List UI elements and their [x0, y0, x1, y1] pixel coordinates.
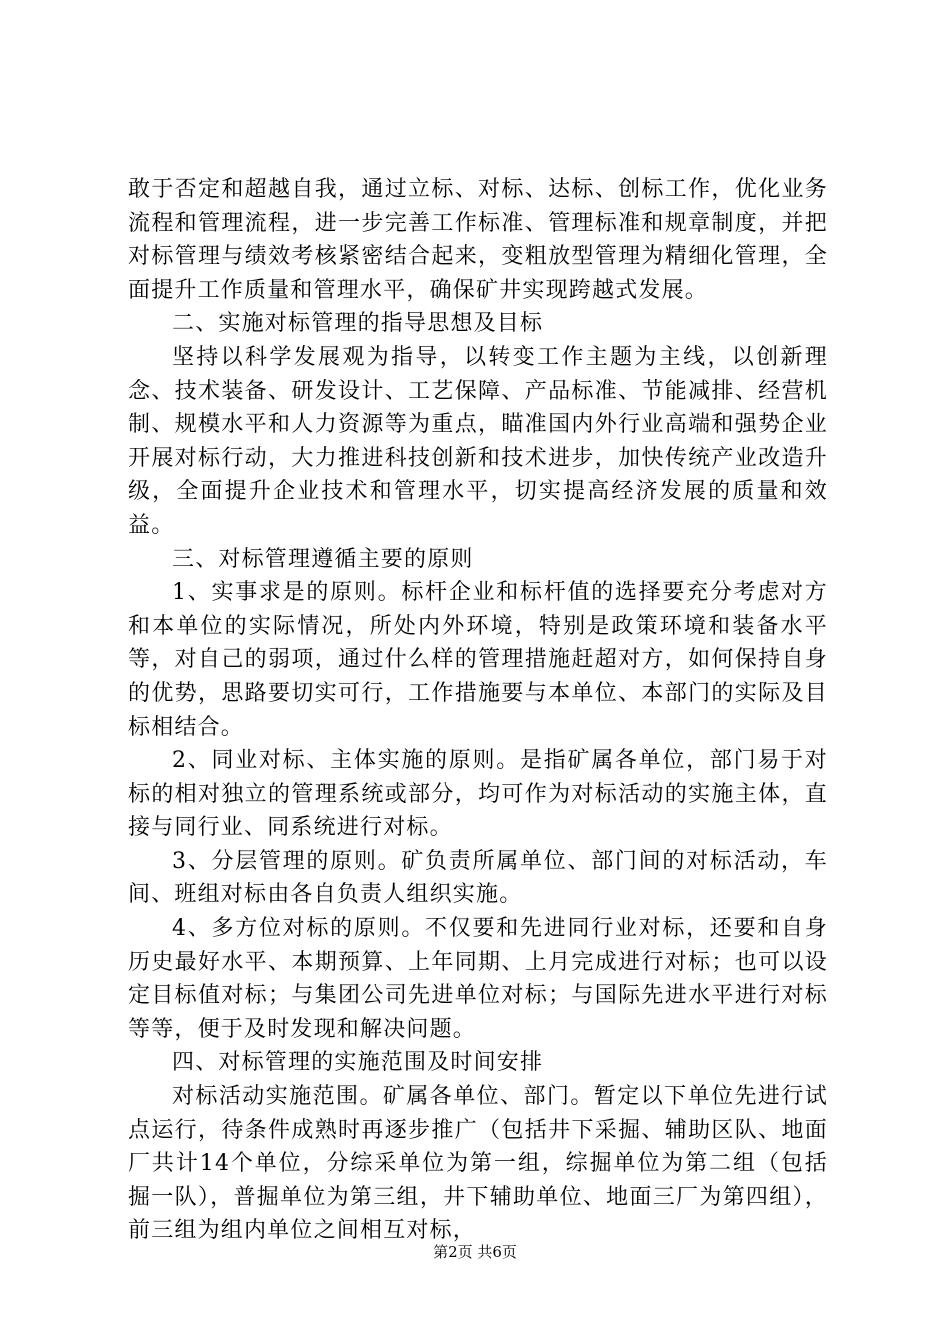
heading-section-4: 四、对标管理的实施范围及时间安排: [172, 1050, 544, 1076]
page-number-label: 第2页 共6页: [433, 1243, 517, 1261]
principle-1: 1、实事求是的原则。标杆企业和标杆值的选择要充分考虑对方和本单位的实际情况，所处内外环境，特别是政策环境和装备水平等，对自己的弱项，通过什么样的管理措施赶超对方，如何保持自身的优势，思路要切实可行，工作措施要与本单位、本部门的实际及目标相结合。: [128, 580, 828, 740]
paragraph-1: 敢于否定和超越自我，通过立标、对标、达标、创标工作，优化业务流程和管理流程，进一步完善工作标准、管理标准和规章制度，并把对标管理与绩效考核紧密结合起来，变粗放型管理为精细化管理，全面提升工作质量和管理水平，确保矿井实现跨越式发展。: [128, 177, 828, 303]
principle-4: 4、多方位对标的原则。不仅要和先进同行业对标，还要和自身历史最好水平、本期预算、上年同期、上月完成进行对标；也可以设定目标值对标；与集团公司先进单位对标；与国际先进水平进行对标等等，便于及时发现和解决问题。: [128, 916, 828, 1042]
document-body: [128, 173, 828, 1248]
paragraph-guiding-thought: 坚持以科学发展观为指导，以转变工作主题为主线，以创新理念、技术装备、研发设计、工艺保障、产品标准、节能减排、经营机制、规模水平和人力资源等为重点，瞄准国内外行业高端和强势企业开展对标行动，大力推进科技创新和技术进步，加快传统产业改造升级，全面提升企业技术和管理水平，切实提高经济发展的质量和效益。: [128, 344, 828, 538]
page-footer: [0, 1242, 950, 1262]
heading-section-2: 二、实施对标管理的指导思想及目标: [172, 311, 544, 337]
principle-2: 2、同业对标、主体实施的原则。是指矿属各单位，部门易于对标的相对独立的管理系统或部分，均可作为对标活动的实施主体，直接与同行业、同系统进行对标。: [128, 748, 828, 841]
paragraph-scope: 对标活动实施范围。矿属各单位、部门。暂定以下单位先进行试点运行，待条件成熟时再逐步推广（包括井下采掘、辅助区队、地面厂共计14个单位，分综采单位为第一组，综掘单位为第二组（包括掘一队），普掘单位为第三组，井下辅助单位、地面三厂为第四组），前三组为组内单位之间相互对标，: [128, 1084, 828, 1244]
heading-section-3: 三、对标管理遵循主要的原则: [172, 546, 474, 572]
principle-3: 3、分层管理的原则。矿负责所属单位、部门间的对标活动，车间、班组对标由各自负责人组织实施。: [128, 848, 828, 908]
